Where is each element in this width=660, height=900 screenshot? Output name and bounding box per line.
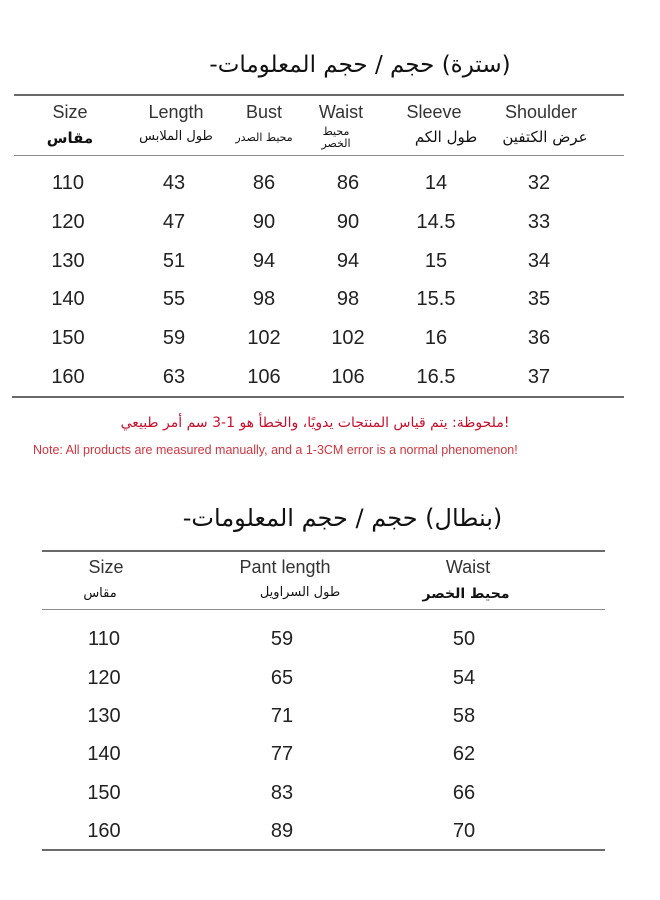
pants-table-header-rule <box>42 609 605 610</box>
col-header-pant-length: Pant length <box>239 557 331 577</box>
cell-waist: 106 <box>331 366 365 388</box>
cell-length: 63 <box>162 366 186 388</box>
cell-sleeve: 15.5 <box>416 288 456 310</box>
col-header-size-ar: مقاس <box>83 586 117 601</box>
cell-sleeve: 16 <box>424 327 448 349</box>
cell-waist: 54 <box>452 667 476 689</box>
cell-bust: 90 <box>252 211 276 233</box>
cell-waist: 86 <box>336 172 360 194</box>
cell-size: 160 <box>51 366 85 388</box>
col-header-waist: Waist <box>445 557 491 577</box>
pants-table-bottom-rule <box>42 849 605 851</box>
cell-size: 120 <box>51 211 85 233</box>
cell-bust: 106 <box>247 366 281 388</box>
cell-bust: 94 <box>252 250 276 272</box>
cell-size: 150 <box>87 782 121 804</box>
col-header-length: Length <box>148 102 204 122</box>
cell-pant-length: 71 <box>270 705 294 727</box>
cell-waist: 62 <box>452 743 476 765</box>
cell-length: 55 <box>162 288 186 310</box>
cell-waist: 98 <box>336 288 360 310</box>
cell-sleeve: 16.5 <box>416 366 456 388</box>
cell-size: 110 <box>88 628 120 650</box>
cell-length: 43 <box>162 172 186 194</box>
jacket-table-header-rule <box>14 155 624 156</box>
col-header-bust: Bust <box>245 102 283 122</box>
col-header-shoulder-ar: عرض الكتفين <box>502 128 588 146</box>
col-header-size: Size <box>88 557 124 577</box>
cell-waist: 102 <box>331 327 365 349</box>
measurement-note-english: Note: All products are measured manually, and a 1-3CM error is a normal phenomenon! <box>33 443 518 457</box>
cell-waist: 66 <box>452 782 476 804</box>
cell-size: 160 <box>87 820 121 842</box>
cell-bust: 102 <box>247 327 281 349</box>
cell-size: 130 <box>51 250 85 272</box>
cell-size: 150 <box>51 327 85 349</box>
cell-waist: 50 <box>452 628 476 650</box>
cell-pant-length: 89 <box>270 820 294 842</box>
cell-pant-length: 65 <box>270 667 294 689</box>
cell-waist: 90 <box>336 211 360 233</box>
jacket-table-bottom-rule <box>12 396 624 398</box>
cell-sleeve: 15 <box>424 250 448 272</box>
cell-shoulder: 37 <box>527 366 551 388</box>
col-header-shoulder: Shoulder <box>504 102 578 122</box>
cell-size: 110 <box>52 172 84 194</box>
cell-size: 140 <box>51 288 85 310</box>
pants-table-top-rule <box>42 550 605 552</box>
cell-waist: 94 <box>336 250 360 272</box>
col-header-size-ar: مقاس <box>46 129 94 147</box>
col-header-waist: Waist <box>318 102 364 122</box>
col-header-size: Size <box>52 102 88 122</box>
jacket-table-top-rule <box>14 94 624 96</box>
col-header-sleeve-ar: طول الكم <box>414 128 478 146</box>
cell-sleeve: 14.5 <box>416 211 456 233</box>
measurement-note-arabic: !ملحوظة: يتم قياس المنتجات يدويًا، والخطأ هو 1-3 سم أمر طبيعي <box>120 415 510 431</box>
cell-bust: 86 <box>252 172 276 194</box>
cell-shoulder: 36 <box>527 327 551 349</box>
col-header-bust-ar: محيط الصدر <box>235 131 293 144</box>
cell-pant-length: 59 <box>270 628 294 650</box>
col-header-sleeve: Sleeve <box>406 102 462 122</box>
cell-shoulder: 34 <box>527 250 551 272</box>
cell-waist: 70 <box>452 820 476 842</box>
col-header-pant-length-ar: طول السراويل <box>259 585 341 600</box>
cell-sleeve: 14 <box>424 172 448 194</box>
cell-pant-length: 77 <box>270 743 294 765</box>
cell-size: 120 <box>87 667 121 689</box>
cell-shoulder: 32 <box>527 172 551 194</box>
cell-bust: 98 <box>252 288 276 310</box>
cell-length: 47 <box>162 211 186 233</box>
jacket-table-title: (سترة) حجم / حجم المعلومات- <box>209 52 511 78</box>
cell-size: 140 <box>87 743 121 765</box>
col-header-waist-ar: محيط الخصر <box>321 125 351 150</box>
cell-size: 130 <box>87 705 121 727</box>
col-header-length-ar: طول الملابس <box>139 129 213 144</box>
col-header-waist-ar: محيط الخصر <box>422 586 510 602</box>
cell-length: 59 <box>162 327 186 349</box>
cell-pant-length: 83 <box>270 782 294 804</box>
cell-shoulder: 33 <box>527 211 551 233</box>
cell-waist: 58 <box>452 705 476 727</box>
cell-shoulder: 35 <box>527 288 551 310</box>
pants-table-title: (بنطال) حجم / حجم المعلومات- <box>182 504 503 532</box>
cell-length: 51 <box>162 250 186 272</box>
